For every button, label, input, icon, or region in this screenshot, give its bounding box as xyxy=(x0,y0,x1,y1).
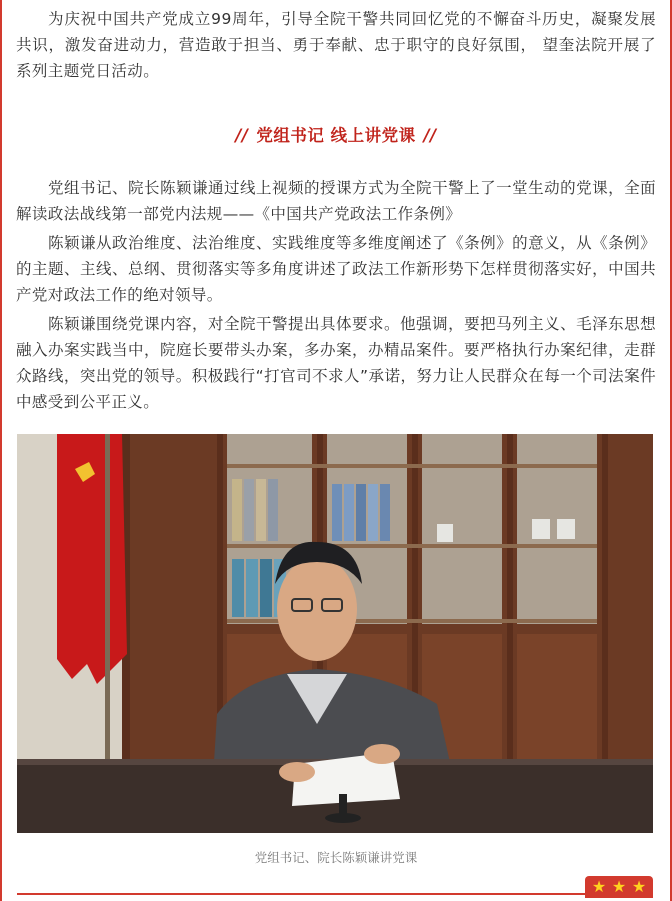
star-icon: ★ xyxy=(631,877,647,896)
heading-left-slashes: // xyxy=(235,126,249,145)
stars-badge xyxy=(585,876,653,898)
heading-right-slashes: // xyxy=(423,126,437,145)
heading-title: 党组书记 线上讲党课 xyxy=(256,126,416,145)
photo-caption: 党组书记、院长陈颖谦讲党课 xyxy=(254,850,418,865)
bottom-divider xyxy=(17,893,585,895)
section-heading xyxy=(0,122,672,146)
body-paragraph-3: 陈颖谦围绕党课内容，对全院干警提出具体要求。他强调，要把马列主义、毛泽东思想融入办案实践当中，院庭长要带头办案，多办案，办精品案件。要严格执行办案纪律，走群众路线，突出党的领导。积极践行“打官司不求人”承诺，努力让人民群众在每一个司法案件中感受到公平正义。 xyxy=(16,315,656,411)
star-icon: ★ xyxy=(611,877,627,896)
intro-paragraph: 为庆祝中国共产党成立99周年，引导全院干警共同回忆党的不懈奋斗历史，凝聚发展共识，激发奋进动力，营造敢于担当、勇于奉献、忠于职守的良好氛围， 望奎法院开展了系列主题党日活动。 xyxy=(16,10,656,80)
star-icon: ★ xyxy=(591,877,607,896)
lecture-photo xyxy=(17,434,653,833)
body-paragraph-2: 陈颖谦从政治维度、法治维度、实践维度等多维度阐述了《条例》的意义，从《条例》的主题、主线、总纲、贯彻落实等多角度讲述了政法工作新形势下怎样贯彻落实好，中国共产党对政法工作的绝对领导。 xyxy=(16,234,656,304)
body-paragraph-1: 党组书记、院长陈颖谦通过线上视频的授课方式为全院干警上了一堂生动的党课，全面解读政法战线第一部党内法规——《中国共产党政法工作条例》 xyxy=(16,179,656,223)
